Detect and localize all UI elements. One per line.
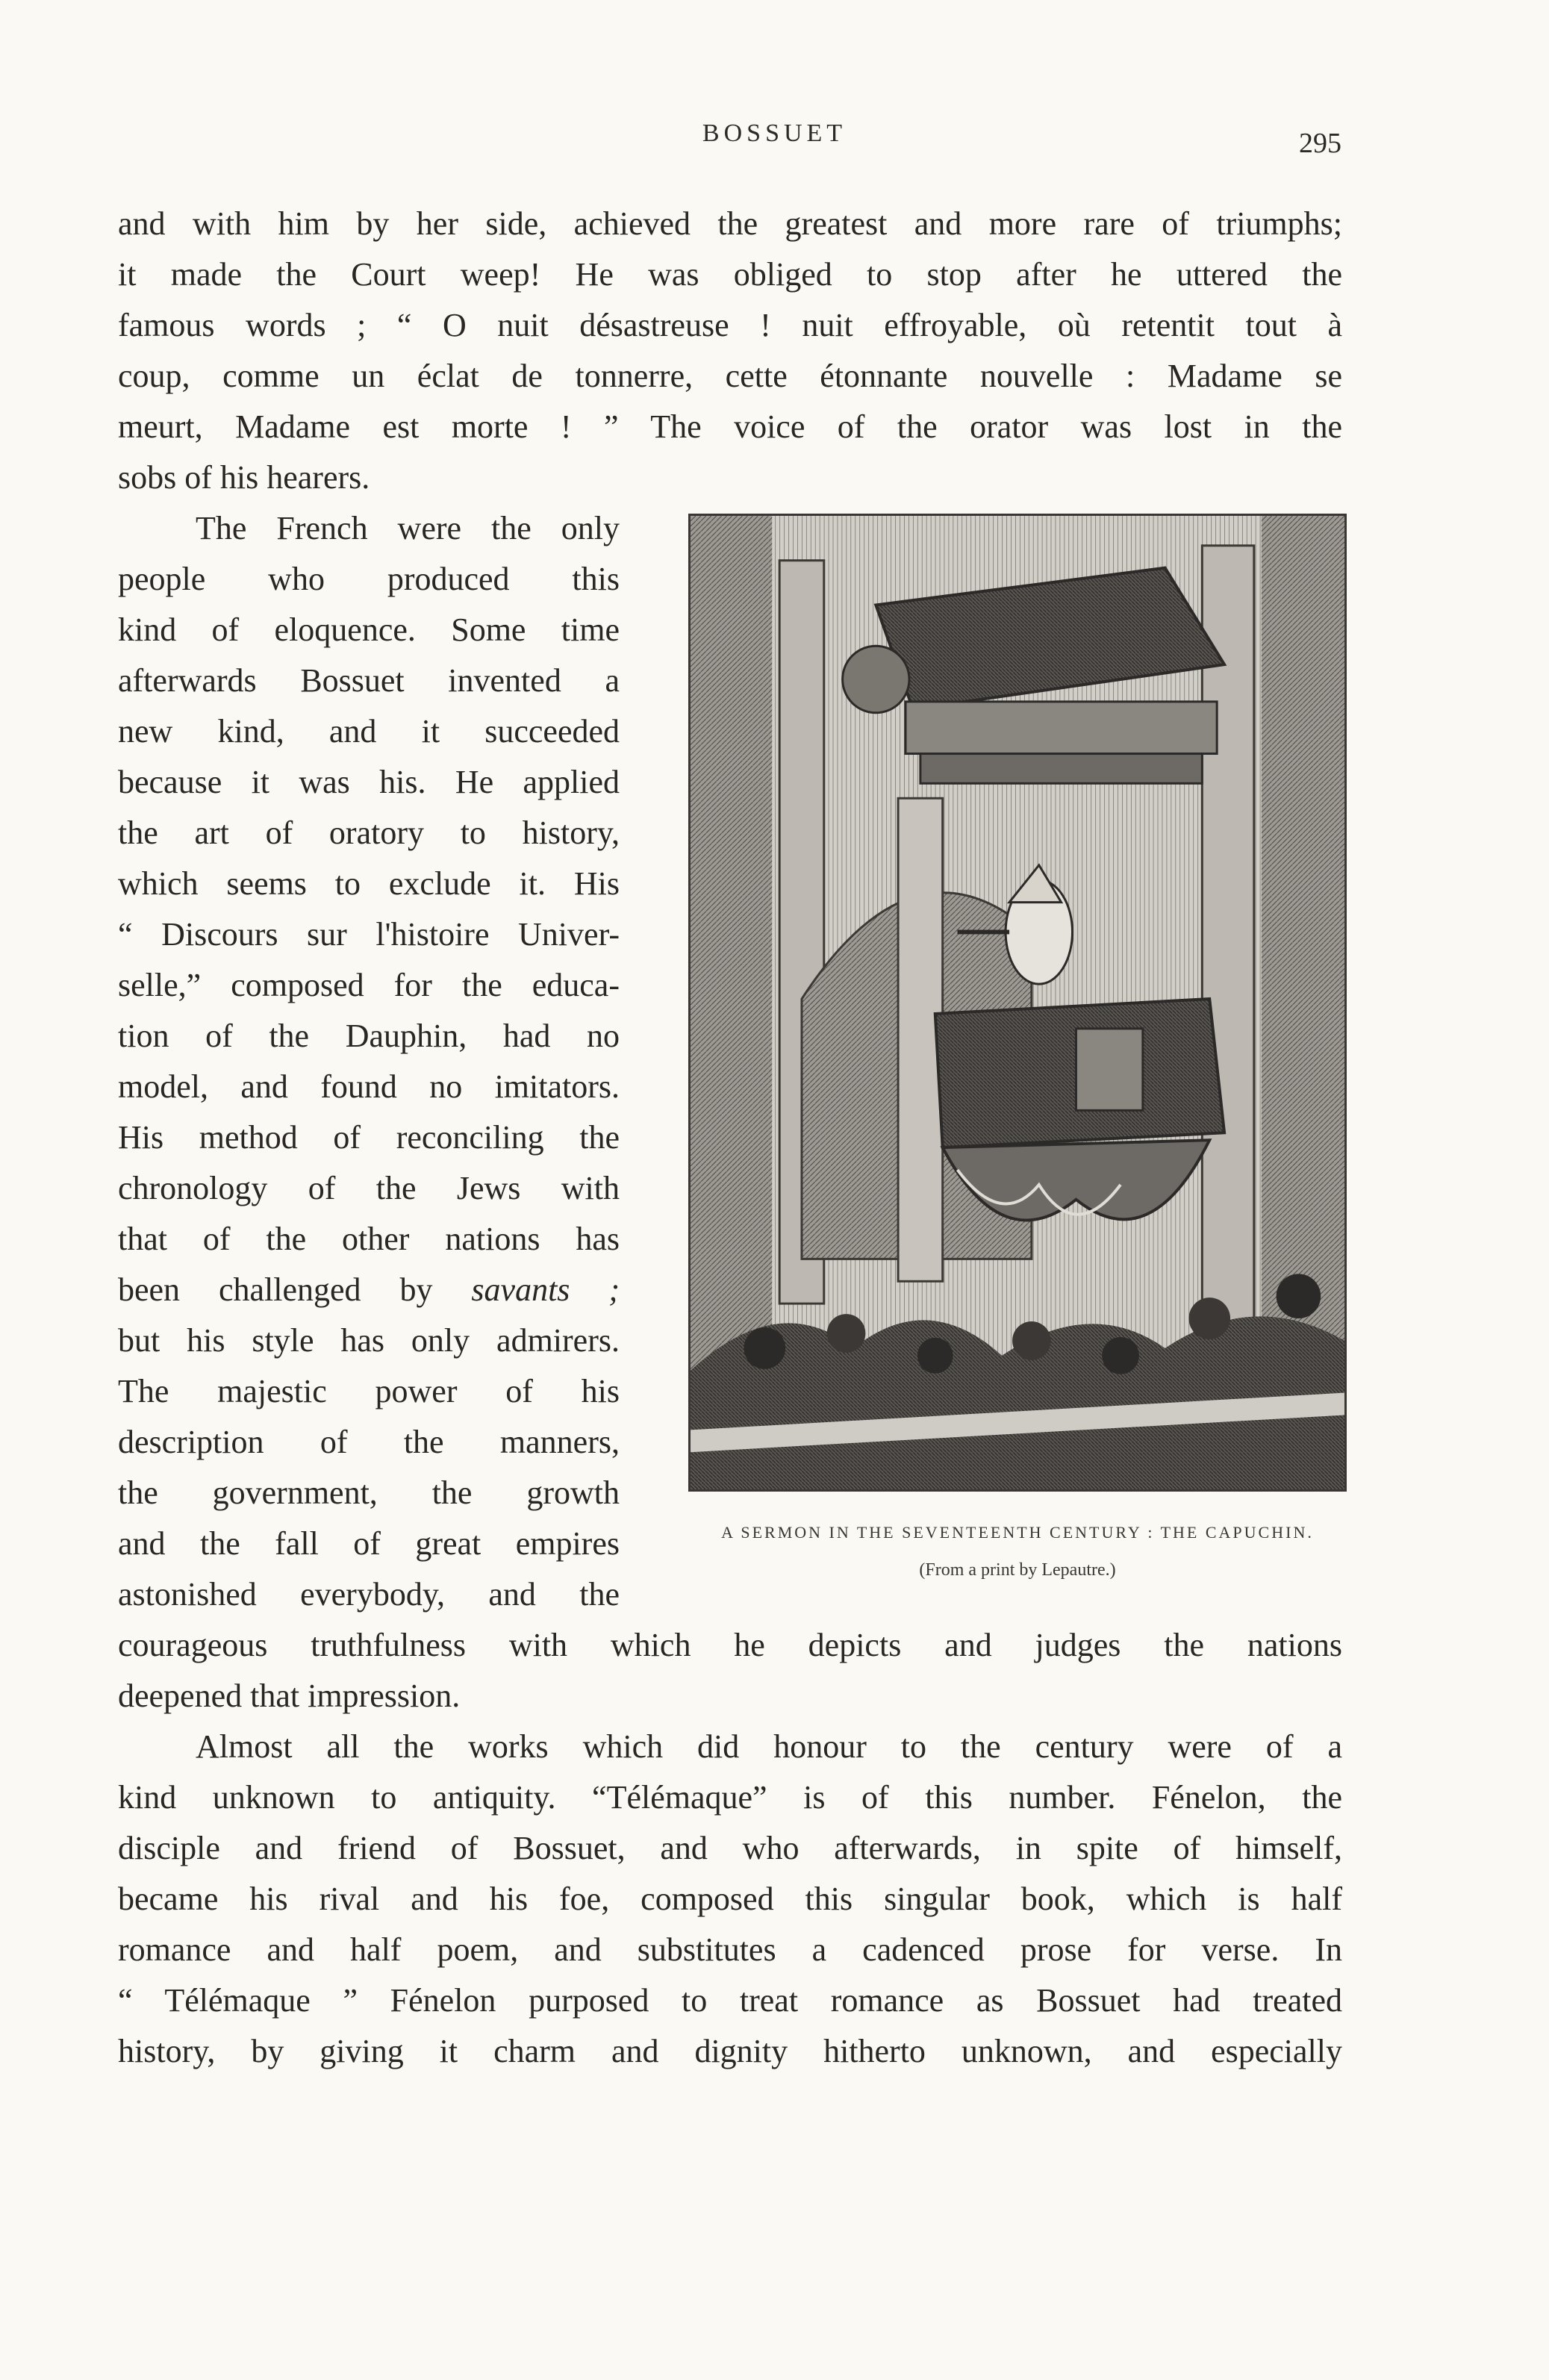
- text-line: Almost all the works which did honour to the century were of a: [196, 1728, 1342, 1765]
- text-line: it made the Court weep! He was obliged to stop after he uttered the: [118, 256, 1342, 293]
- text-line: coup, comme un éclat de tonnerre, cette étonnante nouvelle : Madame se: [118, 358, 1342, 394]
- text-line: and with him by her side, achieved the greatest and more rare of triumphs;: [118, 205, 1342, 242]
- text-line-with-italic: [118, 1265, 620, 1315]
- figure-caption: A SERMON IN THE SEVENTEENTH CENTURY : THE CAPUCHIN.: [721, 1523, 1314, 1542]
- pulpit-engraving: [691, 516, 1344, 1489]
- text-line: people who produced this: [118, 561, 620, 597]
- engraving-figure: [688, 514, 1347, 1492]
- text-line: description of the manners,: [118, 1424, 620, 1460]
- paragraph-bottom: [118, 1620, 1342, 2077]
- text-line: but his style has only admirers.: [118, 1322, 620, 1359]
- text-line: “ Discours sur l'histoire Univer-: [118, 916, 620, 953]
- text-line: meurt, Madame est morte ! ” The voice of the orator was lost in the: [118, 408, 1342, 445]
- page-number: 295: [1299, 128, 1341, 159]
- text-line: the government, the growth: [118, 1474, 620, 1511]
- text-line: courageous truthfulness with which he depicts and judges the nations: [118, 1627, 1342, 1663]
- text-line: disciple and friend of Bossuet, and who afterwards, in spite of himself,: [118, 1830, 1342, 1866]
- text-line: sobs of his hearers.: [118, 459, 370, 496]
- text-line: “ Télémaque ” Fénelon purposed to treat romance as Bossuet had treated: [118, 1982, 1342, 2019]
- text-line: the art of oratory to history,: [118, 814, 620, 851]
- text-line: kind unknown to antiquity. “Télémaque” is of this number. Fénelon, the: [118, 1779, 1342, 1816]
- text-line: which seems to exclude it. His: [118, 865, 620, 902]
- text-line: deepened that impression.: [118, 1677, 461, 1714]
- text-segment: been challenged by: [118, 1271, 433, 1308]
- text-line: new kind, and it succeeded: [118, 713, 620, 750]
- text-line: chronology of the Jews with: [118, 1170, 620, 1206]
- text-line: became his rival and his foe, composed this singular book, which is half: [118, 1881, 1342, 1917]
- text-line: The majestic power of his: [118, 1373, 620, 1409]
- text-line: model, and found no imitators.: [118, 1068, 620, 1105]
- text-line: tion of the Dauphin, had no: [118, 1018, 620, 1054]
- paragraph-narrow: [118, 503, 620, 1620]
- running-head: BOSSUET: [702, 119, 847, 147]
- text-line: kind of eloquence. Some time: [118, 611, 620, 648]
- text-line: astonished everybody, and the: [118, 1576, 620, 1613]
- figure-source: (From a print by Lepautre.): [919, 1560, 1116, 1580]
- text-line: afterwards Bossuet invented a: [118, 662, 620, 699]
- text-line: history, by giving it charm and dignity hitherto unknown, and especially: [118, 2033, 1342, 2069]
- text-line: The French were the only: [196, 510, 620, 546]
- italic-word: savants ;: [471, 1271, 620, 1308]
- text-line: because it was his. He applied: [118, 764, 620, 800]
- text-line: and the fall of great empires: [118, 1525, 620, 1562]
- text-line: famous words ; “ O nuit désastreuse ! nuit effroyable, où retentit tout à: [118, 307, 1342, 343]
- paragraph-top: [118, 199, 1342, 503]
- text-line: that of the other nations has: [118, 1221, 620, 1257]
- text-line: romance and half poem, and substitutes a cadenced prose for verse. In: [118, 1931, 1342, 1968]
- text-line: selle,” composed for the educa-: [118, 967, 620, 1003]
- text-line: His method of reconciling the: [118, 1119, 620, 1156]
